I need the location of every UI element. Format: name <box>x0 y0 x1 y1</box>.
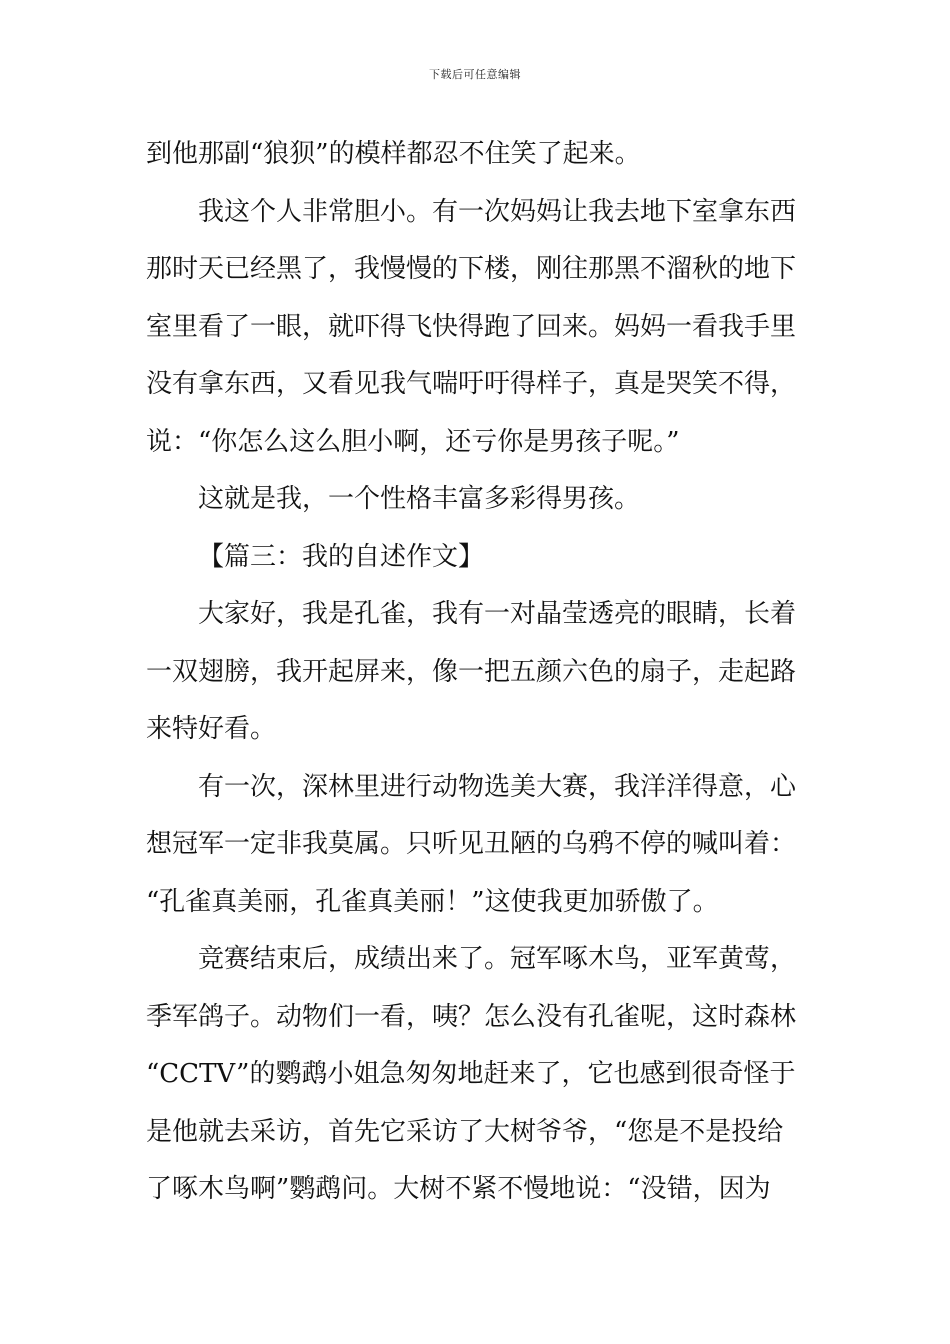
text-line: 那时天已经黑了，我慢慢的下楼，刚往那黑不溜秋的地下 <box>146 254 797 284</box>
document-body <box>146 126 810 1219</box>
text-line: “孔雀真美丽，孔雀真美丽！”这使我更加骄傲了。 <box>146 886 719 917</box>
text-line: 没有拿东西，又看见我气喘吁吁得样子，真是哭笑不得， <box>146 369 797 399</box>
text-line: “CCTV”的鹦鹉小姐急匆匆地赶来了，它也感到很奇怪于 <box>146 1059 796 1089</box>
text-line: 来特好看。 <box>146 714 277 744</box>
text-line: 到他那副“狼狈”的模样都忍不住笑了起来。 <box>146 139 641 169</box>
text-line: 季军鸽子。动物们一看，咦？怎么没有孔雀呢，这时森林 <box>146 1001 797 1032</box>
text-line: 【篇三：我的自述作文】 <box>198 541 485 572</box>
page-header: 下载后可任意编辑 <box>429 68 521 81</box>
text-line: 想冠军一定非我莫属。只听见丑陋的乌鸦不停的喊叫着： <box>146 829 797 859</box>
text-line: 是他就去采访，首先它采访了大树爷爷，“您是不是投给 <box>146 1116 784 1147</box>
text-line: 竞赛结束后，成绩出来了。冠军啄木鸟，亚军黄莺， <box>198 944 797 974</box>
text-line: 有一次，深林里进行动物选美大赛，我洋洋得意，心 <box>198 771 797 802</box>
text-line: 说：“你怎么这么胆小啊，还亏你是男孩子呢。” <box>146 426 680 457</box>
text-line: 了啄木鸟啊”鹦鹉问。大树不紧不慢地说：“没错，因为 <box>146 1174 771 1204</box>
text-line: 这就是我，一个性格丰富多彩得男孩。 <box>198 484 641 514</box>
text-line: 室里看了一眼，就吓得飞快得跑了回来。妈妈一看我手里 <box>146 311 797 342</box>
text-line: 我这个人非常胆小。有一次妈妈让我去地下室拿东西 <box>198 196 797 227</box>
text-line: 大家好，我是孔雀，我有一对晶莹透亮的眼睛，长着 <box>198 599 797 629</box>
text-line: 一双翅膀，我开起屏来，像一把五颜六色的扇子，走起路 <box>146 656 797 687</box>
